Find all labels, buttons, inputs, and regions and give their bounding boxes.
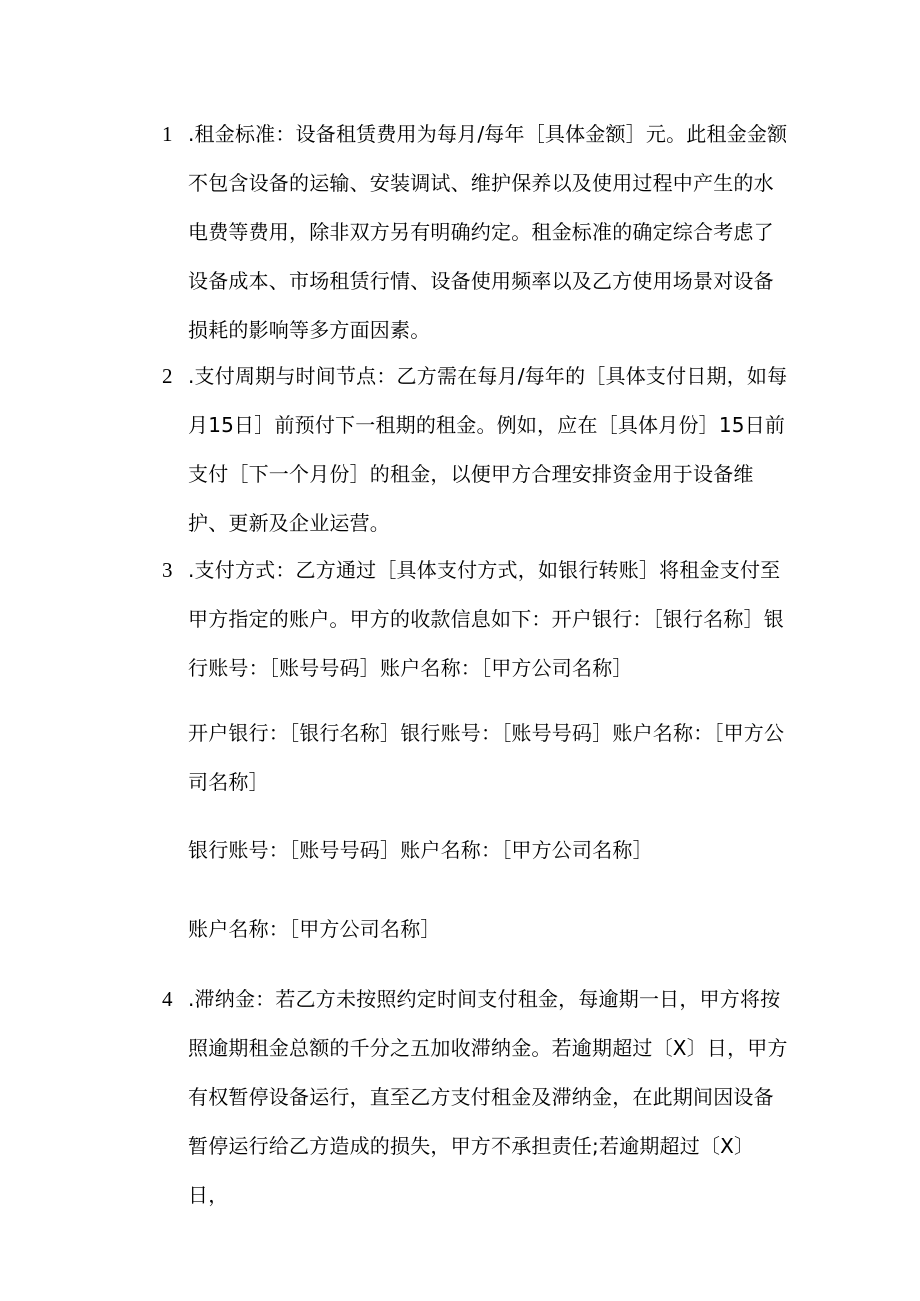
account-info-paragraph: 账户名称：［甲方公司名称］ xyxy=(188,917,441,941)
clause-number: 4 xyxy=(162,987,173,1011)
clause-text: .支付方式：乙方通过［具体支付方式，如银行转账］将租金支付至甲方指定的账户。甲方的收款信息如下：开户银行：［银行名称］银行账号：［账号号码］账户名称：［甲方公司名称］ xyxy=(188,558,784,680)
clause-text: .租金标准：设备租赁费用为每月/每年［具体金额］元。此租金金额不包含设备的运输、安装调试、维护保养以及使用过程中产生的水电费等费用，除非双方另有明确约定。租金标准的确定综合考虑了设备成本、市场租赁行情、设备使用频率以及乙方使用场景对设备损耗的影响等多方面因素。 xyxy=(188,122,788,342)
clause-number: 2 xyxy=(162,364,173,388)
account-info-paragraph: 银行账号：［账号号码］账户名称：［甲方公司名称］ xyxy=(188,838,653,862)
account-info-paragraph: 开户银行：［银行名称］银行账号：［账号号码］账户名称：［甲方公司名称］ xyxy=(188,721,785,794)
clause-text: .滞纳金：若乙方未按照约定时间支付租金，每逾期一日，甲方将按照逾期租金总额的千分之五加收滞纳金。若逾期超过〔X〕日，甲方有权暂停设备运行，直至乙方支付租金及滞纳金，在此期间因设备暂停运行给乙方造成的损失，甲方不承担责任;若逾期超过〔X〕日， xyxy=(188,987,788,1207)
clause-number: 1 xyxy=(162,122,173,146)
clause-number: 3 xyxy=(162,558,173,582)
clause-text: .支付周期与时间节点：乙方需在每月/每年的［具体支付日期，如每月15日］前预付下一租期的租金。例如，应在［具体月份］15日前支付［下一个月份］的租金，以便甲方合理安排资金用于设备维护、更新及企业运营。 xyxy=(188,364,788,535)
